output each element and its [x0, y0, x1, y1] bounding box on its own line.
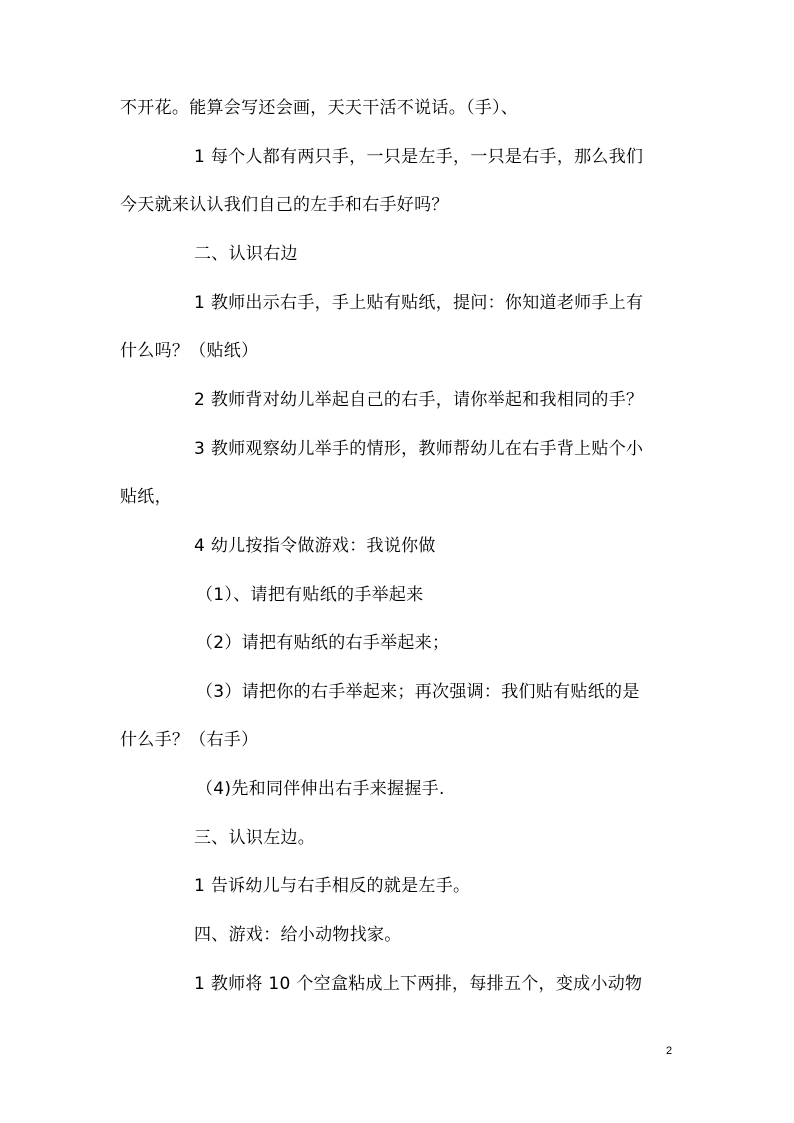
text-line: （3）请把你的右手举起来；再次强调：我们贴有贴纸的是: [196, 682, 640, 702]
text-line: 4 幼儿按指令做游戏：我说你做: [194, 536, 436, 556]
section-heading: 四、游戏：给小动物找家。: [194, 925, 402, 945]
text-line: 1 告诉幼儿与右手相反的就是左手。: [194, 876, 471, 896]
text-line: 今天就来认认我们自己的左手和右手好吗？: [120, 195, 449, 215]
text-line: 什么吗？（贴纸）: [120, 341, 259, 361]
page-number: 2: [666, 1045, 673, 1057]
text-line: 1 教师出示右手，手上贴有贴纸，提问：你知道老师手上有: [194, 293, 644, 313]
text-line: 不开花。能算会写还会画，天天干活不说话。（手）、: [120, 98, 519, 118]
text-line: 1 教师将 10 个空盒粘成上下两排，每排五个，变成小动物: [194, 974, 643, 994]
text-line: （2）请把有贴纸的右手举起来；: [196, 633, 450, 653]
text-line: 1 每个人都有两只手，一只是左手，一只是右手，那么我们: [194, 147, 644, 167]
section-heading: 二、认识右边: [194, 244, 298, 264]
text-line: （4)先和同伴伸出右手来握握手.: [196, 779, 445, 799]
section-heading: 三、认识左边。: [194, 828, 316, 848]
text-line: 3 教师观察幼儿举手的情形，教师帮幼儿在右手背上贴个小: [194, 439, 644, 459]
text-line: 2 教师背对幼儿举起自己的右手，请你举起和我相同的手？: [194, 390, 644, 410]
text-line: 什么手？（右手）: [120, 730, 259, 750]
text-line: （1）、请把有贴纸的手举起来: [196, 585, 424, 605]
text-line: 贴纸，: [120, 487, 172, 507]
